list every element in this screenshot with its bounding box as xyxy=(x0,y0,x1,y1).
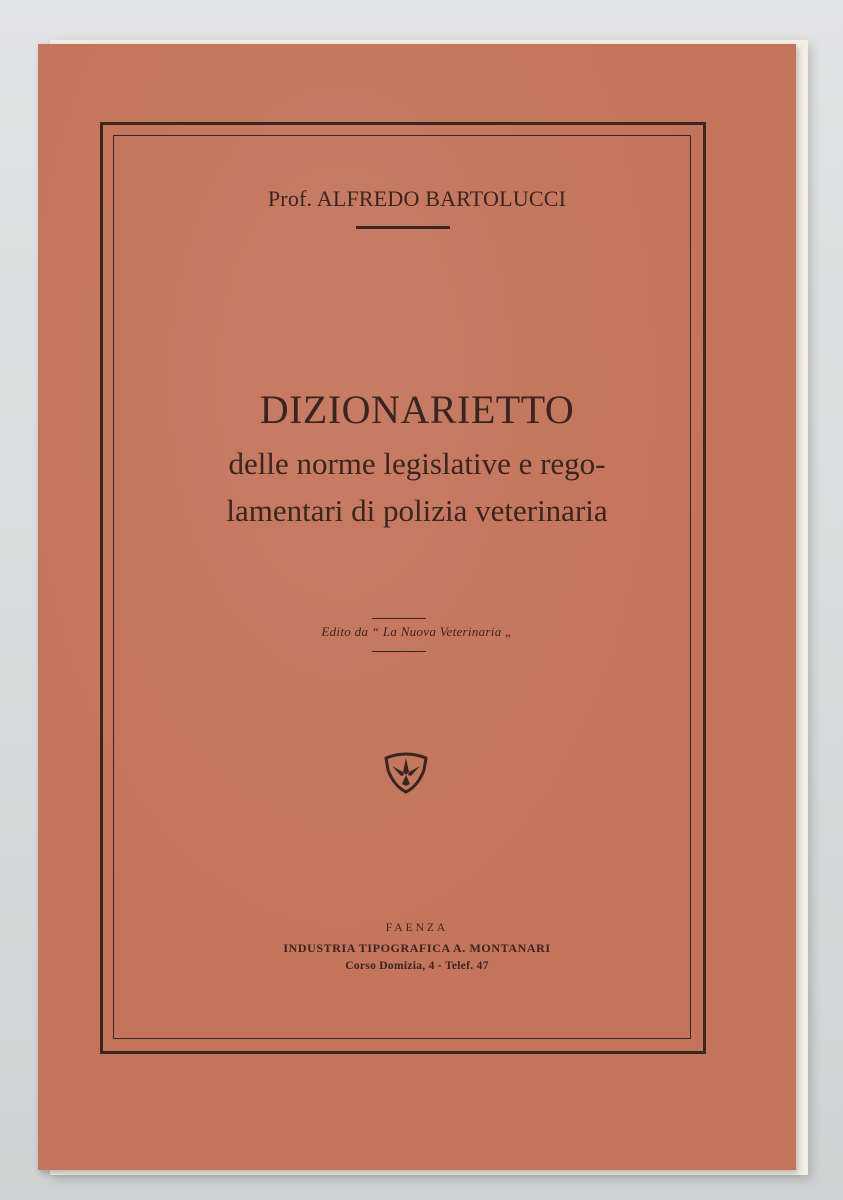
printer-address: Corso Domizia, 4 - Telef. 47 xyxy=(345,960,489,972)
divider-top xyxy=(372,618,426,619)
author-name: Prof. ALFREDO BARTOLUCCI xyxy=(267,186,567,211)
subtitle-line-1: delle norme legislative e rego- xyxy=(228,446,606,481)
book-title: DIZIONARIETTO xyxy=(259,387,575,432)
subtitle-line-2: lamentari di polizia veterinaria xyxy=(226,493,608,528)
printer-mark-icon xyxy=(382,748,430,796)
book-cover xyxy=(38,44,796,1170)
publisher-note: Edito da “ La Nuova Veterinaria „ xyxy=(321,624,513,639)
divider-bottom xyxy=(372,651,426,652)
printer-name: INDUSTRIA TIPOGRAFICA A. MONTANARI xyxy=(283,941,551,955)
inner-border-frame xyxy=(113,135,691,1039)
author-underline xyxy=(356,226,450,229)
publisher-city: FAENZA xyxy=(385,922,449,934)
